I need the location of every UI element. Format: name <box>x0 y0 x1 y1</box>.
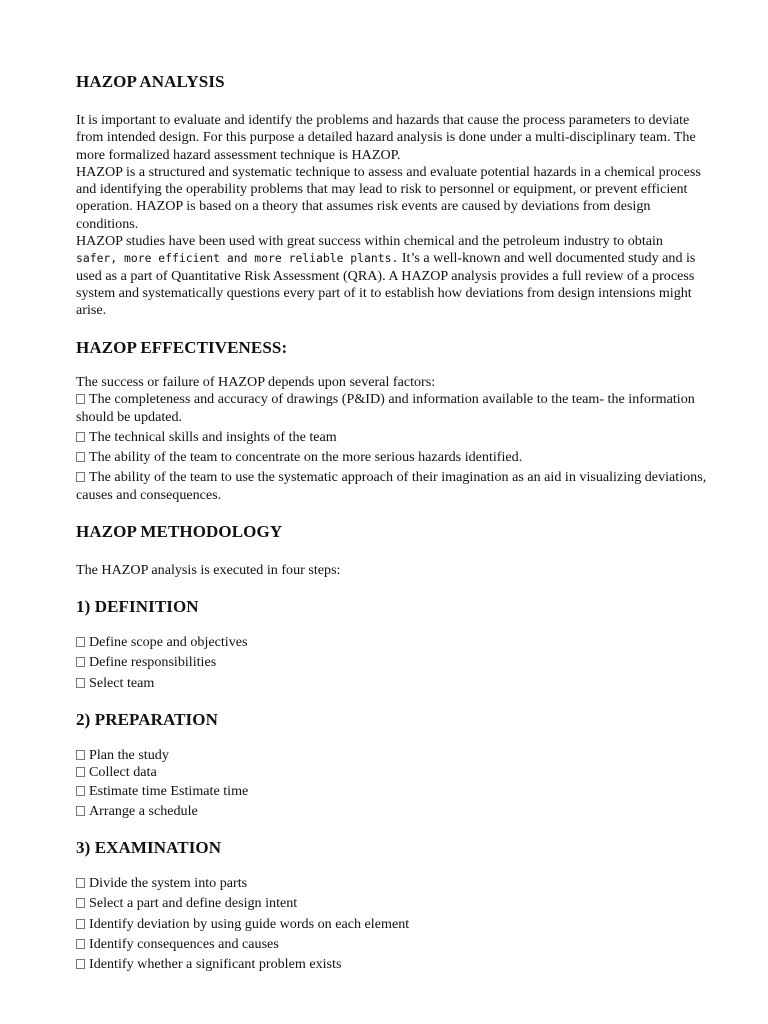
list-item-label: Identify deviation by using guide words on each element <box>89 915 410 932</box>
list-item <box>76 654 712 671</box>
paragraph-text-part-mono: safer, more efficient and more reliable plants. <box>76 251 399 266</box>
list-item-label: The ability of the team to concentrate on the more serious hazards identified. <box>89 449 523 466</box>
heading-hazop-effectiveness: HAZOP EFFECTIVENESS: <box>76 338 288 357</box>
list-item-label: Collect data <box>89 764 157 781</box>
bullet-box-icon <box>76 678 85 688</box>
heading-hazop-methodology: HAZOP METHODOLOGY <box>76 522 283 541</box>
list-hazop-effectiveness <box>76 374 712 504</box>
paragraph-text: HAZOP is a structured and systematic technique to assess and evaluate potential hazards in a chemical process and identifying the operability problems that may lead to risk to personnel or equipment, or prevent efficient operation. HAZOP is based on a theory that assumes risk events are caused by deviations from design conditions. <box>76 163 701 232</box>
paragraph-text-part: HAZOP studies have been used with great success within chemical and the petroleum industry to obtain <box>76 233 663 250</box>
paragraph-text-part: It’s a well-known and well documented study and is used as a part of Quantitative Risk Assessment (QRA). A HAZOP analysis provides a full review of a process system and systematically questions every part of it to establish how deviations from design intensions might arise. <box>76 250 696 319</box>
bullet-box-icon <box>76 432 85 442</box>
bullet-box-icon <box>76 786 85 796</box>
paragraph-text <box>76 233 712 319</box>
bullet-box-icon <box>76 878 85 888</box>
bullet-box-icon <box>76 939 85 949</box>
list-item-label: Identify whether a significant problem exists <box>89 956 342 973</box>
list-item <box>76 956 712 973</box>
bullet-box-icon <box>76 452 85 462</box>
list-definition <box>76 634 712 692</box>
list-item-label: Plan the study <box>89 747 169 763</box>
list-item <box>76 936 712 953</box>
list-intro: The success or failure of HAZOP depends upon several factors: <box>76 374 436 390</box>
paragraph-hazop-analysis <box>76 112 712 320</box>
list-preparation <box>76 747 712 820</box>
list-item <box>76 875 712 892</box>
list-item-label: The technical skills and insights of the team <box>89 428 337 445</box>
list-item <box>76 764 712 781</box>
list-item-label: Select team <box>89 674 155 691</box>
list-examination <box>76 875 712 973</box>
list-item-label: Select a part and define design intent <box>89 895 298 912</box>
paragraph-text: The HAZOP analysis is executed in four steps: <box>76 562 341 578</box>
bullet-box-icon <box>76 898 85 908</box>
list-item-label: The ability of the team to use the systematic approach of their imagination as an aid in visualizing deviations, causes and consequences. <box>76 469 707 503</box>
list-item-label: Identify consequences and causes <box>89 935 279 952</box>
list-item <box>76 747 712 764</box>
list-item-label: Arrange a schedule <box>89 802 198 819</box>
list-item <box>76 449 712 466</box>
bullet-box-icon <box>76 919 85 929</box>
list-item-label: The completeness and accuracy of drawings (P&ID) and information available to the team- the information should be updated. <box>76 391 695 425</box>
list-item <box>76 391 712 426</box>
bullet-box-icon <box>76 657 85 667</box>
list-item <box>76 429 712 446</box>
paragraph-text: It is important to evaluate and identify the problems and hazards that cause the process parameters to deviate from intended design. For this purpose a detailed hazard analysis is done under a multi-disciplinary team. The more formalized hazard assessment technique is HAZOP. <box>76 112 696 163</box>
list-item <box>76 803 712 820</box>
list-item <box>76 675 712 692</box>
bullet-box-icon <box>76 959 85 969</box>
heading-examination: 3) EXAMINATION <box>76 838 222 857</box>
list-item <box>76 634 712 651</box>
list-item-label: Divide the system into parts <box>89 875 248 891</box>
list-item <box>76 895 712 912</box>
bullet-box-icon <box>76 472 85 482</box>
bullet-box-icon <box>76 767 85 777</box>
heading-definition: 1) DEFINITION <box>76 597 199 616</box>
heading-preparation: 2) PREPARATION <box>76 710 218 729</box>
heading-hazop-analysis: HAZOP ANALYSIS <box>76 72 225 91</box>
bullet-box-icon <box>76 806 85 816</box>
list-item-label: Define responsibilities <box>89 654 217 671</box>
bullet-box-icon <box>76 750 85 760</box>
list-item <box>76 469 712 504</box>
list-item-label: Define scope and objectives <box>89 634 248 650</box>
bullet-box-icon <box>76 394 85 404</box>
list-item-label: Estimate time Estimate time <box>89 782 249 799</box>
bullet-box-icon <box>76 637 85 647</box>
list-item <box>76 916 712 933</box>
list-item <box>76 783 712 800</box>
paragraph-hazop-methodology <box>76 562 712 579</box>
